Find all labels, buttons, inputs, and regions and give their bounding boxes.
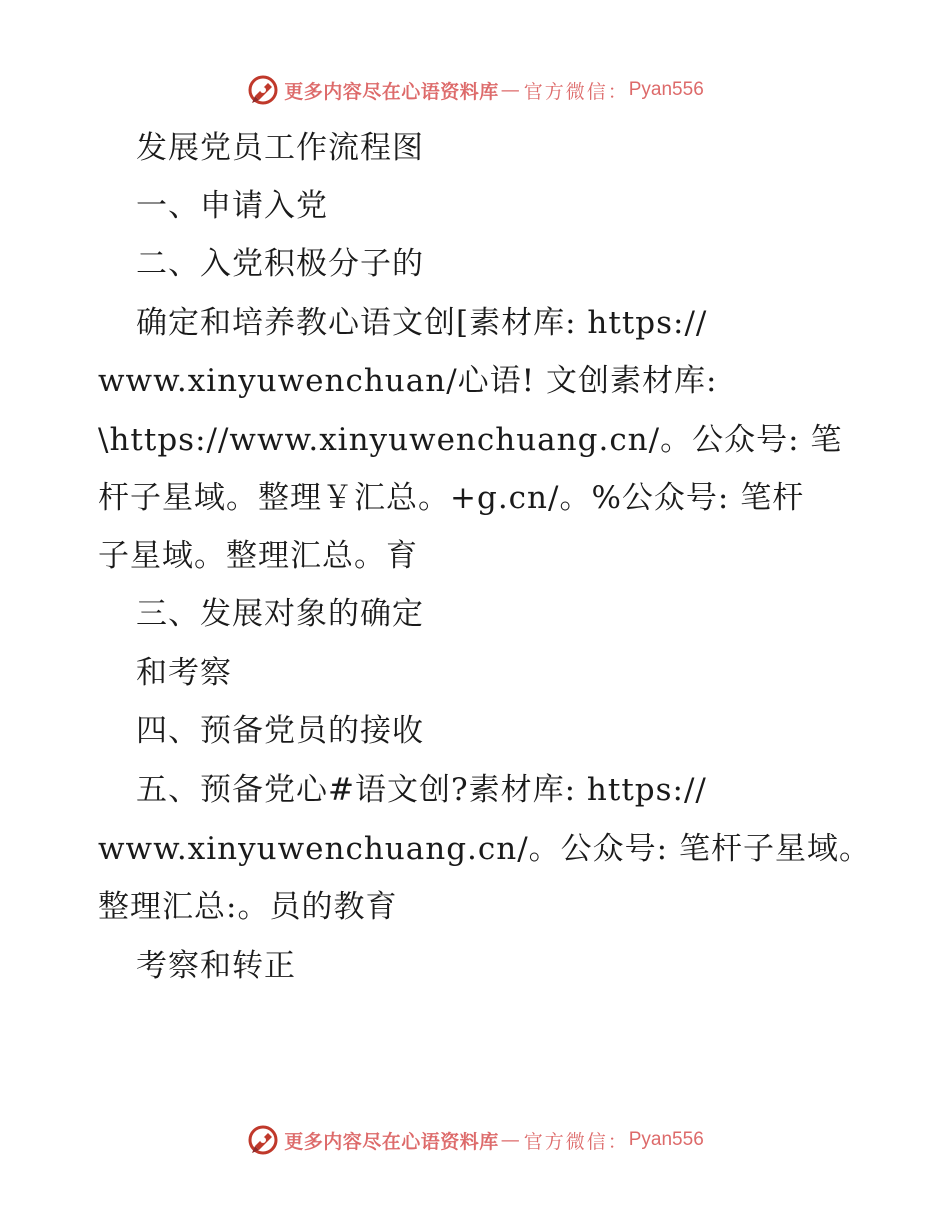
text-line: 子星域。整理汇总。育 (98, 538, 418, 574)
watermark-dash: — (500, 79, 522, 101)
watermark-text: 更多内容尽在心语资料库 (284, 1130, 499, 1153)
text-line: 整理汇总:。员的教育 (98, 889, 398, 925)
watermark-official-label: 官方微信： (523, 80, 629, 103)
text-line: www.xinyuwenchuan/心语! 文创素材库: (98, 363, 718, 399)
text-line: 二、入党积极分子的 (136, 246, 424, 282)
text-line: 一、申请入党 (136, 188, 328, 224)
text-line: \https://www.xinyuwenchuang.cn/。公众号: 笔 (98, 422, 843, 458)
text-line: 四、预备党员的接收 (136, 713, 424, 749)
pen-logo-icon (246, 1123, 280, 1157)
watermark-dash: — (500, 1129, 522, 1151)
pen-logo-icon (246, 73, 280, 107)
text-line: 五、预备党心#语文创?素材库: https:// (136, 772, 707, 808)
text-line: 考察和转正 (136, 948, 296, 984)
watermark-text: 更多内容尽在心语资料库 (284, 80, 499, 103)
text-line: 确定和培养教心语文创[素材库: https:// (136, 305, 708, 341)
watermark-official-label: 官方微信： (523, 1130, 629, 1153)
text-line: 和考察 (136, 655, 232, 691)
document-title: 发展党员工作流程图 (136, 130, 424, 166)
text-line: www.xinyuwenchuang.cn/。公众号: 笔杆子星域。 (98, 831, 871, 867)
watermark-wechat-id: Pyan556 (628, 79, 704, 100)
watermark-wechat-id: Pyan556 (628, 1129, 704, 1150)
watermark-footer (0, 1122, 950, 1158)
text-line: 杆子星域。整理￥汇总。+g.cn/。%公众号: 笔杆 (98, 480, 805, 516)
text-line: 三、发展对象的确定 (136, 596, 424, 632)
watermark-header (0, 72, 950, 108)
